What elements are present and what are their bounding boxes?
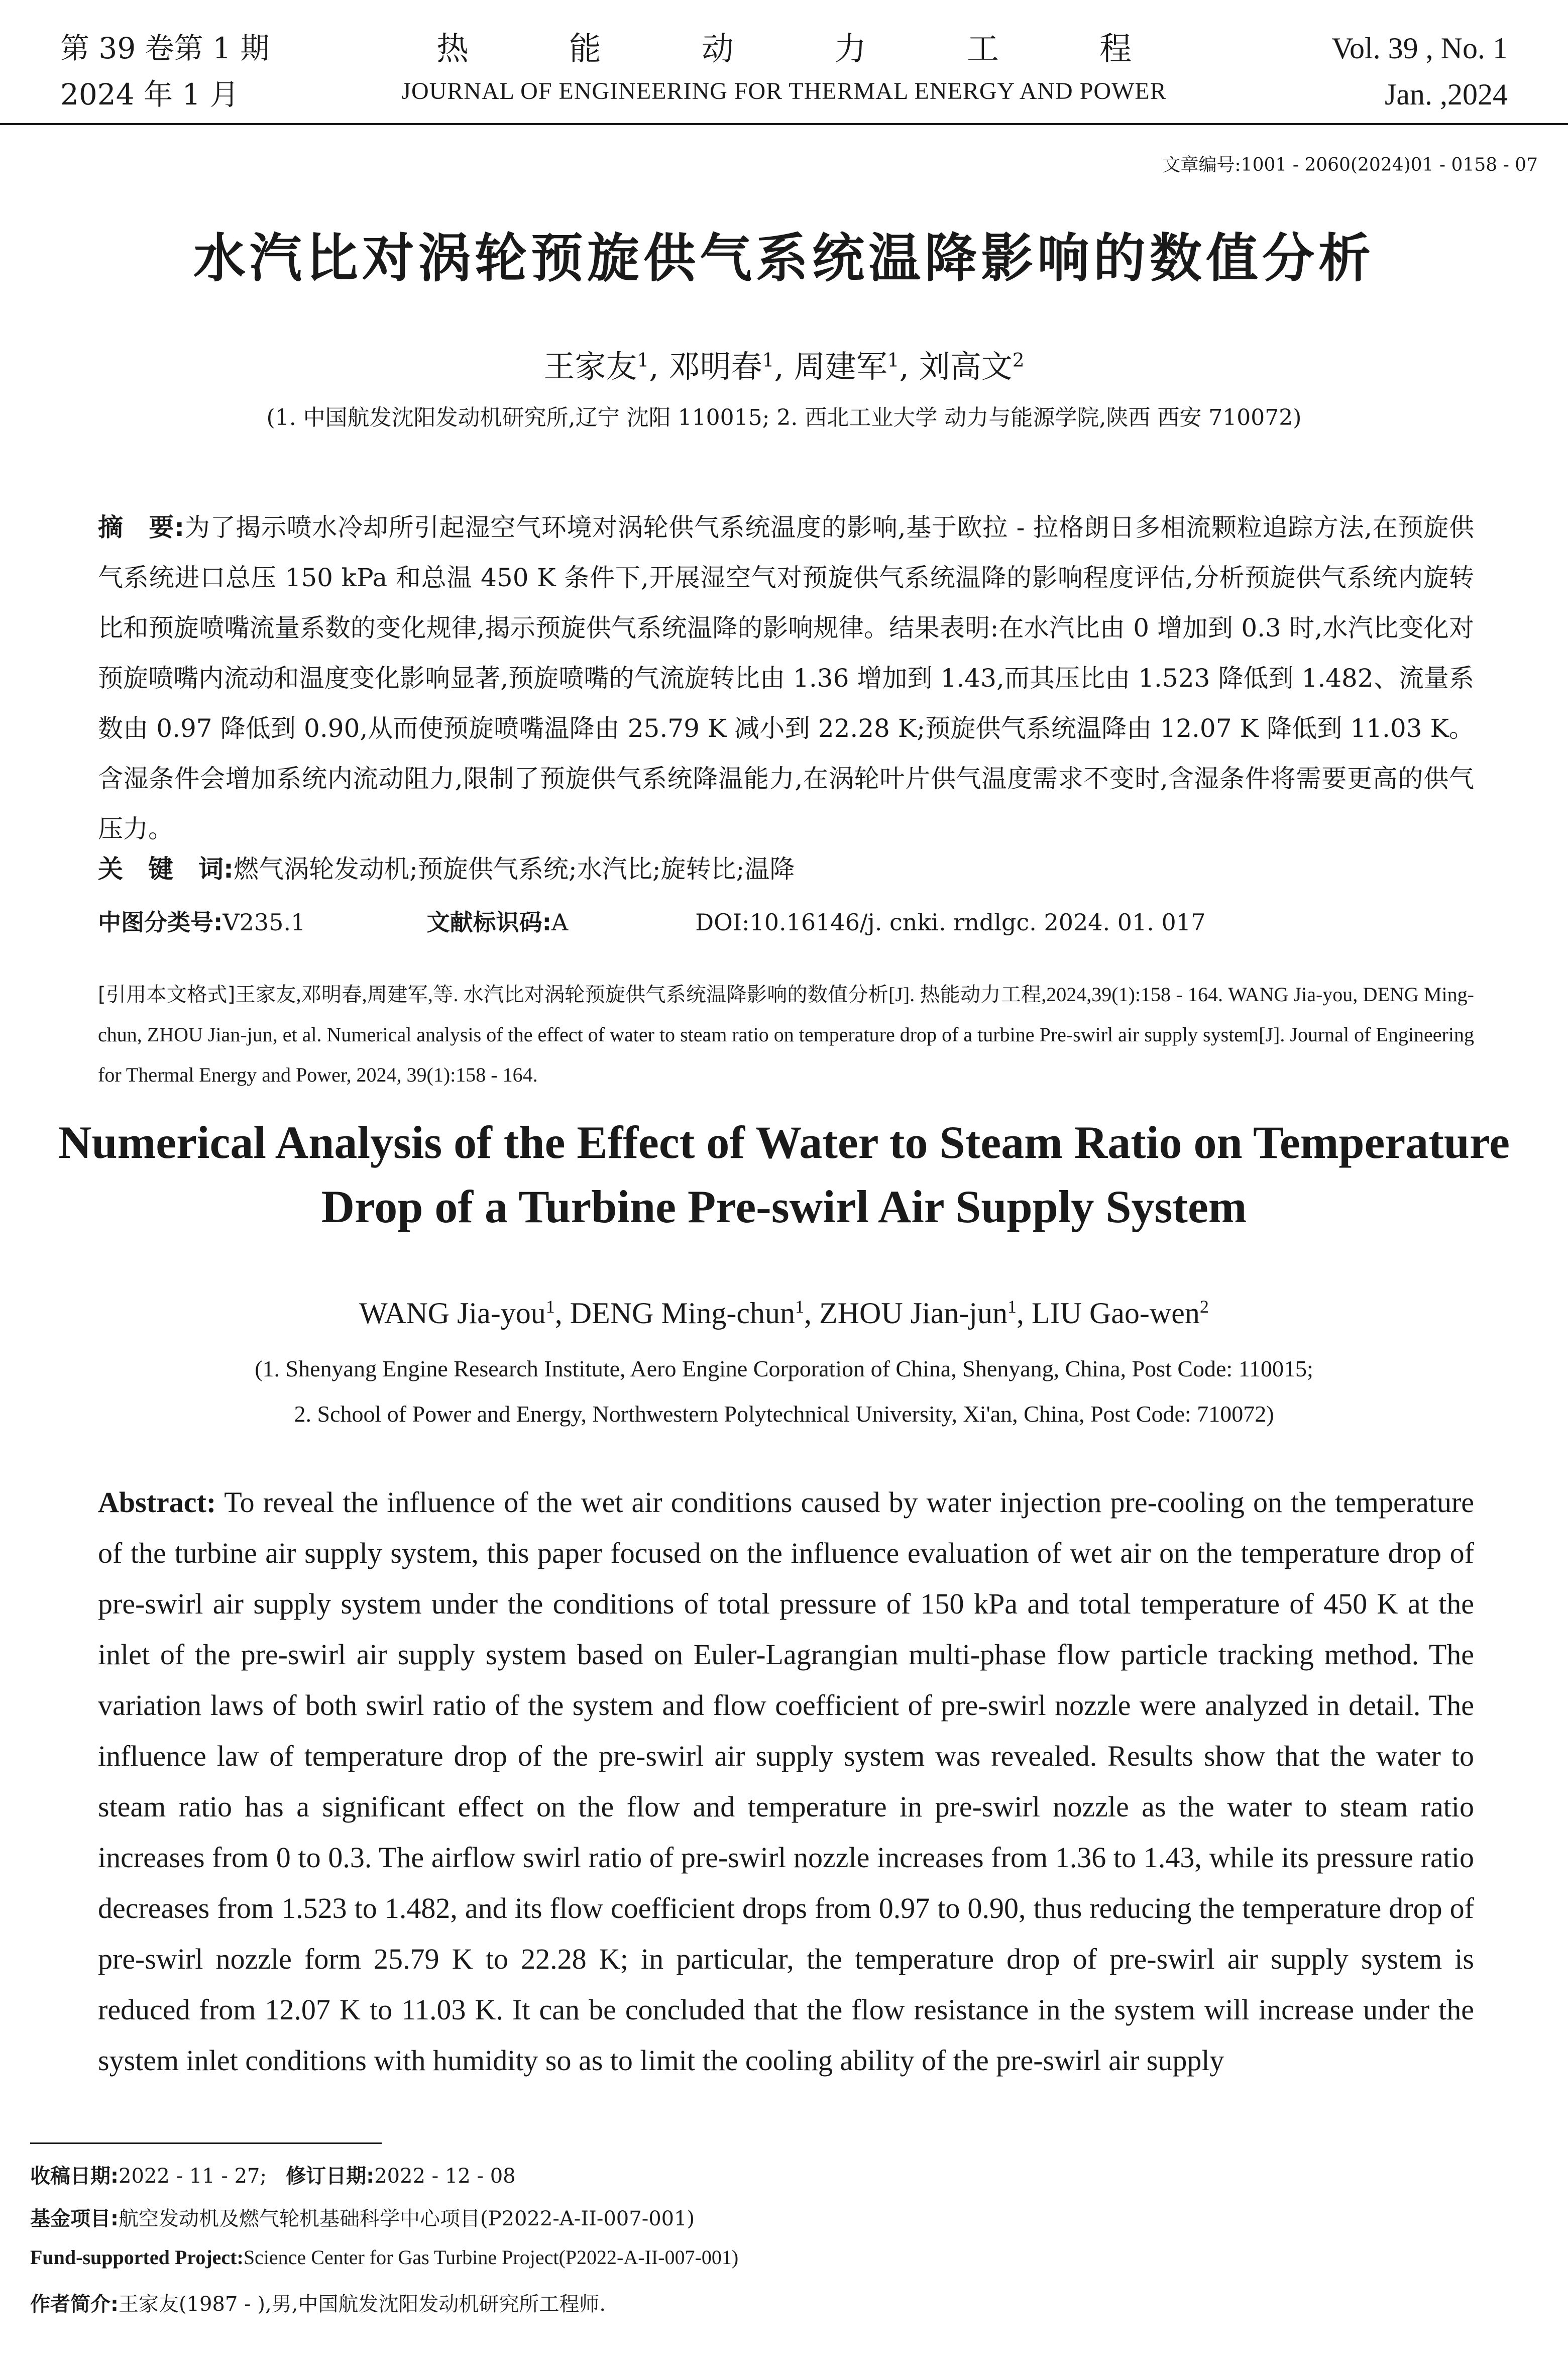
clc-label: 中图分类号: [98,909,223,936]
citation-format [98,975,1474,1095]
author-affil-mark: 2 [1012,349,1025,371]
fund-en-text: Science Center for Gas Turbine Project(P2022-A-II-007-001) [243,2246,739,2269]
author-name: WANG Jia-you [359,1297,546,1330]
abstract-label-en: Abstract: [98,1486,216,1519]
english-title-line: Numerical Analysis of the Effect of Water to Steam Ratio on Temperature [58,1117,1510,1168]
received-label: 收稿日期: [30,2165,119,2188]
header-volume [1331,25,1508,118]
chinese-keywords [98,849,795,885]
article-number: 文章编号:1001 - 2060(2024)01 - 0158 - 07 [1162,155,1538,175]
doc-code-value: A [551,909,569,936]
chinese-affiliation: (1. 中国航发沈阳发动机研究所,辽宁 沈阳 110015; 2. 西北工业大学 动力与能源学院,陕西 西安 710072) [266,405,1302,431]
author-affil-mark: 1 [545,1297,555,1317]
fund-en-label: Fund-supported Project: [30,2246,244,2269]
author-bio-text: 王家友(1987 - ),男,中国航发沈阳发动机研究所工程师. [119,2293,606,2316]
chinese-authors: 王家友$^1$, 邓明春$^1$, 周建军$^1$, 刘高文$^2$ [543,348,1025,385]
doc-code-label: 文献标识码: [426,909,552,936]
fund-cn-label: 基金项目: [30,2207,119,2230]
received-date: 2022 - 11 - 27; [119,2165,267,2188]
footnote-fund-cn [30,2203,695,2231]
header-date-cn: 2024 年 1 月 [60,77,239,112]
author-name: LIU Gao-wen [1031,1297,1200,1330]
doi: DOI:10.16146/j. cnki. rndlgc. 2024. 01. 017 [695,909,1206,936]
author-name: 邓明春 [668,348,762,385]
header-date-en: Jan. ,2024 [1385,78,1508,111]
footnote-divider [30,2142,382,2144]
header-journal [352,25,1232,110]
author-affil-mark: 2 [1199,1297,1209,1317]
footnote-dates [30,2160,516,2189]
fund-cn-text: 航空发动机及燃气轮机基础科学中心项目(P2022-A-II-007-001) [119,2207,695,2230]
chinese-abstract [98,502,1474,854]
keywords-text: 燃气涡轮发动机;预旋供气系统;水汽比;旋转比;温降 [234,854,795,884]
revised-label: 修订日期: [286,2165,375,2188]
author-bio-label: 作者简介: [30,2293,119,2316]
classification-line [98,904,1205,937]
author-name: ZHOU Jian-jun [819,1297,1007,1330]
author-name: 刘高文 [919,348,1013,385]
journal-title-cn: 热能动力工程 [436,31,1232,68]
english-abstract [98,1477,1474,2086]
header-vol-no: Vol. 39 , No. 1 [1331,32,1508,65]
author-name: 王家友 [543,348,637,385]
abstract-text-cn: 为了揭示喷水冷却所引起湿空气环境对涡轮供气系统温度的影响,基于欧拉 - 拉格朗日多相流颗粒追踪方法,在预旋供气系统进口总压 150 kPa 和总温 450 K 条件下,开展湿空气对预旋供气系统温降的影响程度评估,分析预旋供气系统内旋转比和预旋喷嘴流量系数的变化规律,揭示预旋供气系统温降的影响规律。结果表明:在水汽比由 0 增加到 0.3 时,水汽比变化对预旋喷嘴内流动和温度变化影响显著,预旋喷嘴的气流旋转比由 1.36 增加到 1.43,而其压比由 1.523 降低到 1.482、流量系数由 0.97 降低到 0.90,从而使预旋喷嘴温降由 25.79 K 减小到 22.28 K;预旋供气系统温降由 12.07 K 降低到 11.03 K。含湿条件会增加系统内流动阻力,限制了预旋供气系统降温能力,在涡轮叶片供气温度需求不变时,含湿条件将需要更高的供气压力。 [98,513,1475,843]
chinese-title: 水汽比对涡轮预旋供气系统温降影响的数值分析 [193,228,1375,289]
english-authors: WANG Jia-you$^1$, DENG Ming-chun$^1$, ZHOU Jian-jun$^1$, LIU Gao-wen$^2$ [359,1297,1209,1330]
author-name: DENG Ming-chun [570,1297,796,1330]
author-affil-mark: 1 [637,349,649,371]
revised-date: 2022 - 12 - 08 [374,2165,516,2188]
clc-value: V235.1 [222,909,306,936]
citation-text: 王家友,邓明春,周建军,等. 水汽比对涡轮预旋供气系统温降影响的数值分析[J]. 热能动力工程,2024,39(1):158 - 164. WANG Jia-you, DENG Ming-chun, ZHOU Jian-jun, et al. Numerical analysis of the effect of water to steam ratio on temperature drop of a turbine Pre-swirl air supply system[J]. Journal of Engineering for Thermal Energy and Power, 2024, 39(1):158 - 164. [98,983,1474,1086]
english-title [0,1110,1568,1239]
citation-label: [引用本文格式] [98,983,236,1006]
author-name: 周建军 [794,348,887,385]
author-affil-mark: 1 [795,1297,805,1317]
header-issue [60,25,269,118]
abstract-label-cn: 摘 要: [98,513,185,542]
header-divider [0,123,1568,125]
footnote-fund-en [30,2245,738,2269]
english-affiliation [0,1346,1568,1437]
author-affil-mark: 1 [1007,1297,1017,1317]
english-affiliation-line: (1. Shenyang Engine Research Institute, Aero Engine Corporation of China, Shenyang, China, Post Code: 110015; [255,1356,1313,1381]
english-affiliation-line: 2. School of Power and Energy, Northwestern Polytechnical University, Xi'an, China, Post Code: 710072) [294,1401,1274,1427]
author-affil-mark: 1 [887,349,900,371]
author-affil-mark: 1 [762,349,774,371]
english-title-line: Drop of a Turbine Pre-swirl Air Supply System [321,1181,1247,1232]
footnote-author [30,2288,606,2317]
journal-title-en: JOURNAL OF ENGINEERING FOR THERMAL ENERGY AND POWER [401,78,1167,104]
keywords-label: 关 键 词: [98,854,234,884]
abstract-text-en: To reveal the influence of the wet air conditions caused by water injection pre-cooling on the temperature of the turbine air supply system, this paper focused on the influence evaluation of wet air on the temperature drop of pre-swirl air supply system under the conditions of total pressure of 150 kPa and total temperature of 450 K at the inlet of the pre-swirl air supply system based on Euler-Lagrangian multi-phase flow particle tracking method. The variation laws of both swirl ratio of the system and flow coefficient of pre-swirl nozzle were analyzed in detail. The influence law of temperature drop of the pre-swirl air supply system was revealed. Results show that the water to steam ratio has a significant effect on the flow and temperature in pre-swirl nozzle as the water to steam ratio increases from 0 to 0.3. The airflow swirl ratio of pre-swirl nozzle increases from 1.36 to 1.43, while its pressure ratio decreases from 1.523 to 1.482, and its flow coefficient drops from 0.97 to 0.90, thus reducing the temperature drop of pre-swirl nozzle form 25.79 K to 22.28 K; in particular, the temperature drop of pre-swirl air supply system is reduced from 12.07 K to 11.03 K. It can be concluded that the flow resistance in the system will increase under the system inlet conditions with humidity so as to limit the cooling ability of the pre-swirl air supply [98,1486,1474,2077]
header-volume-issue: 第 39 卷第 1 期 [60,31,270,65]
